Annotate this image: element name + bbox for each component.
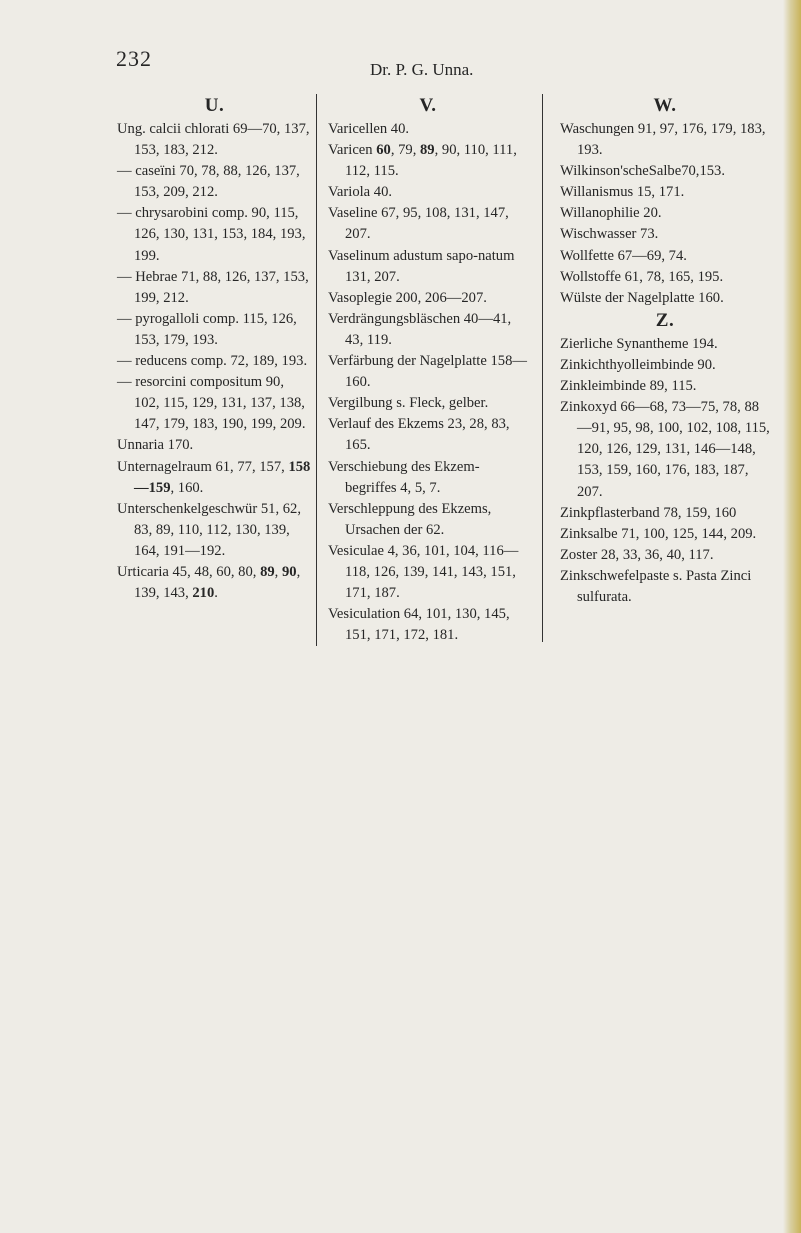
index-entry: Zinksalbe 71, 100, 125, 144, 209. [560, 525, 757, 542]
index-entry: Zinkschwefelpaste s. Pasta Zinci sulfurata. [560, 567, 752, 605]
index-entry: Willanophilie 20. [560, 205, 662, 222]
index-entry: — chrysarobini comp. 90, 115, 126, 130, 131, 153, 184, 193, 199. [117, 205, 306, 264]
index-entry: Vasoplegie 200, 206—207. [328, 289, 487, 306]
running-header: Dr. P. G. Unna. [370, 60, 474, 79]
index-column-u [117, 94, 312, 604]
page-number: 232 [116, 46, 152, 71]
index-entry: Willanismus 15, 171. [560, 184, 685, 201]
index-entry: Zinkpflasterband 78, 159, 160 [560, 504, 737, 521]
index-entry: Waschungen 91, 97, 176, 179, 183, 193. [560, 121, 766, 159]
index-entry: Vergilbung s. Fleck, gelber. [328, 395, 489, 412]
index-entry: — reducens comp. 72, 189, 193. [117, 353, 308, 370]
index-entry: Wollstoffe 61, 78, 165, 195. [560, 268, 724, 285]
index-entry: Wischwasser 73. [560, 226, 659, 243]
entries-w [560, 119, 770, 309]
index-entry: Variola 40. [328, 184, 393, 201]
index-entry: Varicen 60, 79, 89, 90, 110, 111, 112, 115. [328, 142, 517, 180]
index-entry: — resorcini compositum 90, 102, 115, 129, 131, 137, 138, 147, 179, 183, 190, 199, 209. [117, 374, 306, 433]
index-entry: Wilkinson'scheSalbe70,153. [560, 163, 725, 180]
section-letter-v: V. [419, 95, 437, 116]
index-entry: Zoster 28, 33, 36, 40, 117. [560, 546, 714, 563]
index-entry: Wollfette 67—69, 74. [560, 247, 687, 264]
index-entry: Wülste der Nagelplatte 160. [560, 289, 724, 306]
index-entry: — caseïni 70, 78, 88, 126, 137, 153, 209, 212. [117, 163, 300, 201]
index-entry: Zierliche Synantheme 194. [560, 335, 718, 352]
section-letter-z: Z. [655, 309, 675, 331]
index-entry: Zinkleimbinde 89, 115. [560, 378, 697, 395]
index-entry: Zinkoxyd 66—68, 73—75, 78, 88—91, 95, 98, 100, 102, 108, 115, 120, 126, 129, 131, 146—148, 153, 159, 160, 176, 183, 187, 207. [560, 399, 770, 500]
index-entry: Vaselinum adustum sapo-natum 131, 207. [328, 247, 515, 285]
page-edge [783, 0, 801, 1233]
index-entry: Verdrängungsbläschen 40—41, 43, 119. [328, 310, 512, 348]
index-entry: — Hebrae 71, 88, 126, 137, 153, 199, 212. [117, 268, 309, 306]
section-letter-u: U. [204, 95, 225, 116]
index-entry: Verlauf des Ekzems 23, 28, 83, 165. [328, 416, 510, 454]
index-entry: Varicellen 40. [328, 121, 410, 137]
index-entry: Unternagelraum 61, 77, 157, 158—159, 160. [117, 458, 311, 496]
index-entry: Verschleppung des Ekzems, Ursachen der 62. [328, 500, 492, 538]
column-divider [316, 94, 317, 646]
index-entry: Verschiebung des Ekzem-begriffes 4, 5, 7. [328, 458, 480, 496]
index-entry: Urticaria 45, 48, 60, 80, 89, 90, 139, 143, 210. [117, 563, 301, 602]
index-entry: Ung. calcii chlorati 69—70, 137, 153, 183, 212. [117, 121, 310, 159]
index-column-w-z [560, 94, 770, 608]
index-column-v [328, 94, 528, 646]
index-entry: Verfärbung der Nagelplatte 158—160. [328, 353, 527, 391]
column-divider [542, 94, 543, 642]
index-entry: Vesiculae 4, 36, 101, 104, 116—118, 126, 139, 141, 143, 151, 171, 187. [328, 542, 519, 602]
index-entry: Zinkichthyolleimbinde 90. [560, 356, 716, 373]
index-entry: Unterschenkelgeschwür 51, 62, 83, 89, 110, 112, 130, 139, 164, 191—192. [117, 500, 301, 559]
entries-v [328, 119, 528, 646]
entries-u [117, 119, 312, 604]
index-entry: — pyrogalloli comp. 115, 126, 153, 179, 193. [117, 310, 297, 348]
entries-z [560, 334, 770, 608]
index-entry: Vesiculation 64, 101, 130, 145, 151, 171, 172, 181. [328, 606, 510, 644]
index-entry: Vaseline 67, 95, 108, 131, 147, 207. [328, 205, 509, 243]
index-entry: Unnaria 170. [117, 437, 194, 454]
section-letter-w: W. [653, 95, 677, 116]
